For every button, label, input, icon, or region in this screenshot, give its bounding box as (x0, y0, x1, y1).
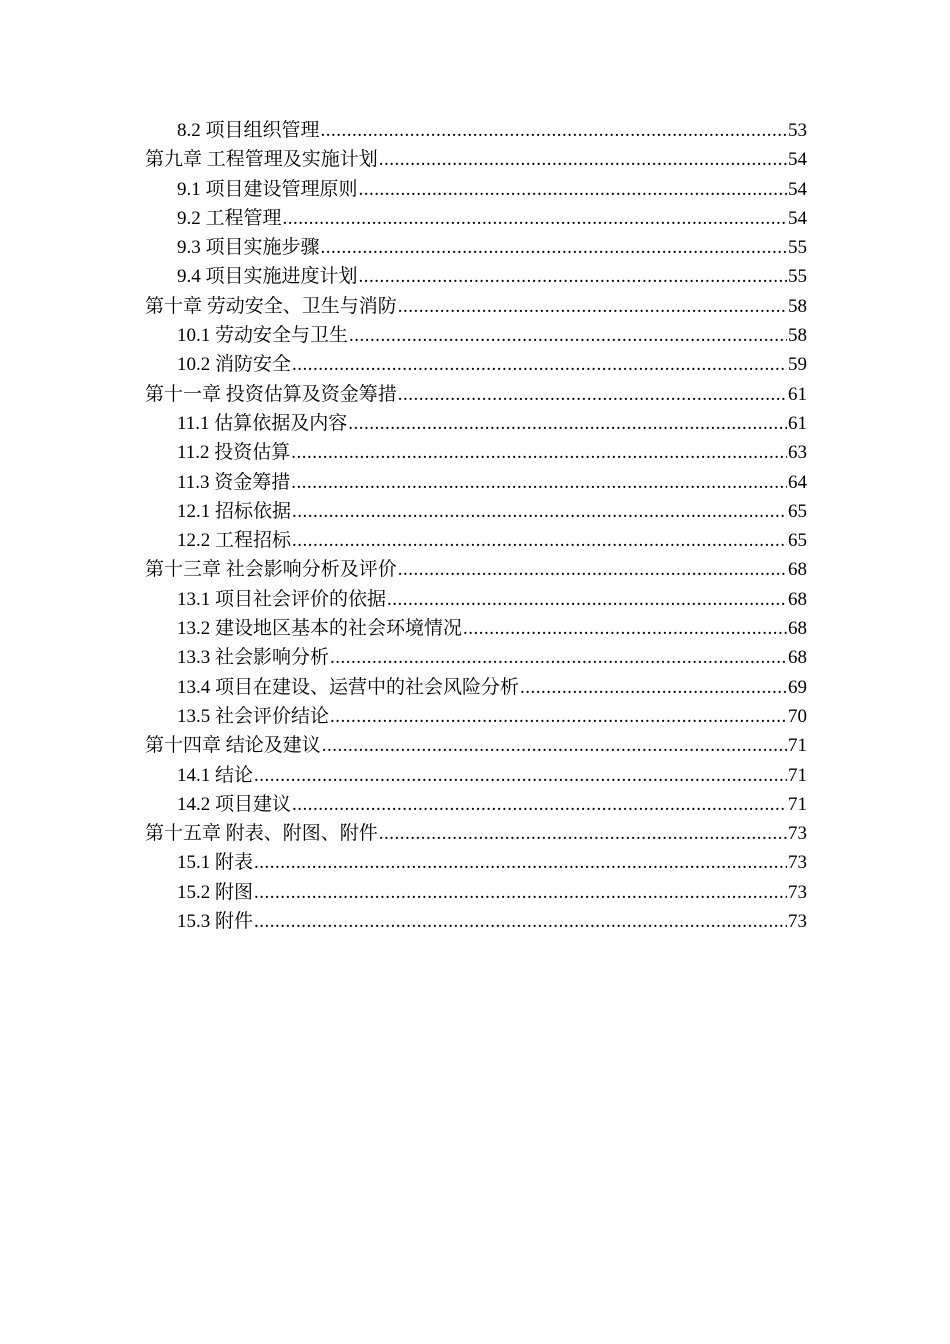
toc-dot-leader (520, 673, 787, 702)
toc-entry-title: 第十章 劳动安全、卫生与消防 (145, 295, 397, 317)
toc-entry-title: 第十五章 附表、附图、附件 (145, 823, 378, 845)
toc-entry-title: 14.2 项目建议 (177, 793, 292, 815)
toc-entry[interactable] (145, 468, 807, 497)
toc-page-number: 73 (788, 911, 807, 933)
toc-page-number: 70 (788, 705, 807, 727)
toc-entry[interactable] (145, 790, 807, 819)
toc-dot-leader (398, 380, 787, 409)
toc-page-number: 55 (788, 266, 807, 288)
toc-dot-leader (379, 819, 787, 848)
toc-entry-title: 13.3 社会影响分析 (177, 647, 330, 669)
toc-entry[interactable] (145, 819, 807, 848)
toc-dot-leader (292, 790, 787, 819)
toc-entry-title: 9.3 项目实施步骤 (177, 237, 320, 259)
toc-entry-title: 13.4 项目在建设、运营中的社会风险分析 (177, 676, 520, 698)
toc-page-number: 64 (788, 471, 807, 493)
toc-dot-leader (321, 116, 787, 145)
toc-entry[interactable] (145, 145, 807, 174)
toc-entry-title: 11.2 投资估算 (177, 442, 291, 464)
toc-entry-title: 15.1 附表 (177, 852, 254, 874)
toc-dot-leader (292, 350, 787, 379)
toc-entry-title: 13.1 项目社会评价的依据 (177, 588, 387, 610)
toc-dot-leader (463, 614, 787, 643)
toc-entry[interactable] (145, 321, 807, 350)
toc-entry[interactable] (145, 350, 807, 379)
toc-entry[interactable] (145, 175, 807, 204)
toc-entry[interactable] (145, 526, 807, 555)
toc-page-number: 65 (788, 500, 807, 522)
toc-entry-title: 10.2 消防安全 (177, 354, 292, 376)
toc-entry[interactable] (145, 614, 807, 643)
toc-page-number: 55 (788, 237, 807, 259)
toc-page-number: 71 (788, 764, 807, 786)
toc-page-number: 71 (788, 793, 807, 815)
toc-page-number: 68 (788, 647, 807, 669)
toc-entry-title: 9.4 项目实施进度计划 (177, 266, 358, 288)
toc-dot-leader (330, 702, 787, 731)
toc-entry-title: 10.1 劳动安全与卫生 (177, 325, 349, 347)
toc-entry-title: 12.1 招标依据 (177, 500, 292, 522)
toc-entry[interactable] (145, 673, 807, 702)
toc-entry-title: 15.2 附图 (177, 881, 254, 903)
toc-page-number: 73 (788, 823, 807, 845)
toc-entry-title: 第九章 工程管理及实施计划 (145, 149, 378, 171)
toc-entry[interactable] (145, 262, 807, 291)
toc-entry[interactable] (145, 233, 807, 262)
toc-page-number: 68 (788, 618, 807, 640)
toc-entry[interactable] (145, 409, 807, 438)
toc-entry[interactable] (145, 555, 807, 584)
toc-entry[interactable] (145, 848, 807, 877)
toc-dot-leader (322, 731, 787, 760)
toc-entry[interactable] (145, 643, 807, 672)
toc-page-number: 65 (788, 530, 807, 552)
toc-entry-title: 9.2 工程管理 (177, 207, 282, 229)
toc-dot-leader (379, 145, 787, 174)
toc-entry-title: 14.1 结论 (177, 764, 254, 786)
toc-page-number: 53 (788, 120, 807, 141)
toc-entry[interactable] (145, 116, 807, 145)
toc-entry[interactable] (145, 204, 807, 233)
toc-dot-leader (283, 204, 787, 233)
toc-page-number: 68 (788, 559, 807, 581)
toc-entry[interactable] (145, 731, 807, 760)
toc-entry-title: 9.1 项目建设管理原则 (177, 178, 358, 200)
toc-dot-leader (254, 761, 787, 790)
toc-page-number: 54 (788, 207, 807, 229)
toc-dot-leader (330, 643, 787, 672)
toc-dot-leader (254, 848, 787, 877)
toc-dot-leader (349, 321, 787, 350)
toc-entry[interactable] (145, 292, 807, 321)
toc-page-number: 54 (788, 149, 807, 171)
toc-dot-leader (254, 907, 787, 936)
toc-page-number: 54 (788, 178, 807, 200)
toc-entry-title: 11.3 资金筹措 (177, 471, 291, 493)
toc-entry-title: 第十三章 社会影响分析及评价 (145, 559, 397, 581)
toc-page-number: 59 (788, 354, 807, 376)
toc-page-number: 69 (788, 676, 807, 698)
toc-entry-title: 8.2 项目组织管理 (177, 120, 320, 141)
toc-dot-leader (292, 497, 787, 526)
toc-entry-title: 13.5 社会评价结论 (177, 705, 330, 727)
toc-entry-title: 第十四章 结论及建议 (145, 735, 321, 757)
toc-page-number: 58 (788, 295, 807, 317)
toc-entry[interactable] (145, 380, 807, 409)
toc-page-number: 73 (788, 881, 807, 903)
toc-dot-leader (321, 233, 787, 262)
toc-dot-leader (291, 468, 787, 497)
toc-dot-leader (359, 262, 787, 291)
toc-page-number: 73 (788, 852, 807, 874)
toc-dot-leader (254, 878, 787, 907)
toc-page-number: 61 (788, 412, 807, 434)
toc-entry-title: 11.1 估算依据及内容 (177, 412, 348, 434)
toc-entry[interactable] (145, 702, 807, 731)
toc-dot-leader (291, 438, 787, 467)
toc-dot-leader (359, 175, 787, 204)
toc-entry[interactable] (145, 761, 807, 790)
table-of-contents (145, 116, 807, 936)
toc-page-number: 68 (788, 588, 807, 610)
toc-entry-title: 15.3 附件 (177, 911, 254, 933)
toc-entry[interactable] (145, 878, 807, 907)
toc-page-number: 61 (788, 383, 807, 405)
toc-entry[interactable] (145, 907, 807, 936)
toc-dot-leader (398, 555, 787, 584)
toc-dot-leader (398, 292, 787, 321)
toc-entry-title: 13.2 建设地区基本的社会环境情况 (177, 618, 463, 640)
toc-entry[interactable] (145, 438, 807, 467)
toc-entry-title: 第十一章 投资估算及资金筹措 (145, 383, 397, 405)
toc-page-number: 63 (788, 442, 807, 464)
toc-dot-leader (348, 409, 787, 438)
toc-dot-leader (387, 585, 787, 614)
toc-page-number: 71 (788, 735, 807, 757)
toc-entry-title: 12.2 工程招标 (177, 530, 292, 552)
toc-dot-leader (292, 526, 787, 555)
toc-entry[interactable] (145, 585, 807, 614)
toc-entry[interactable] (145, 497, 807, 526)
toc-page-number: 58 (788, 325, 807, 347)
